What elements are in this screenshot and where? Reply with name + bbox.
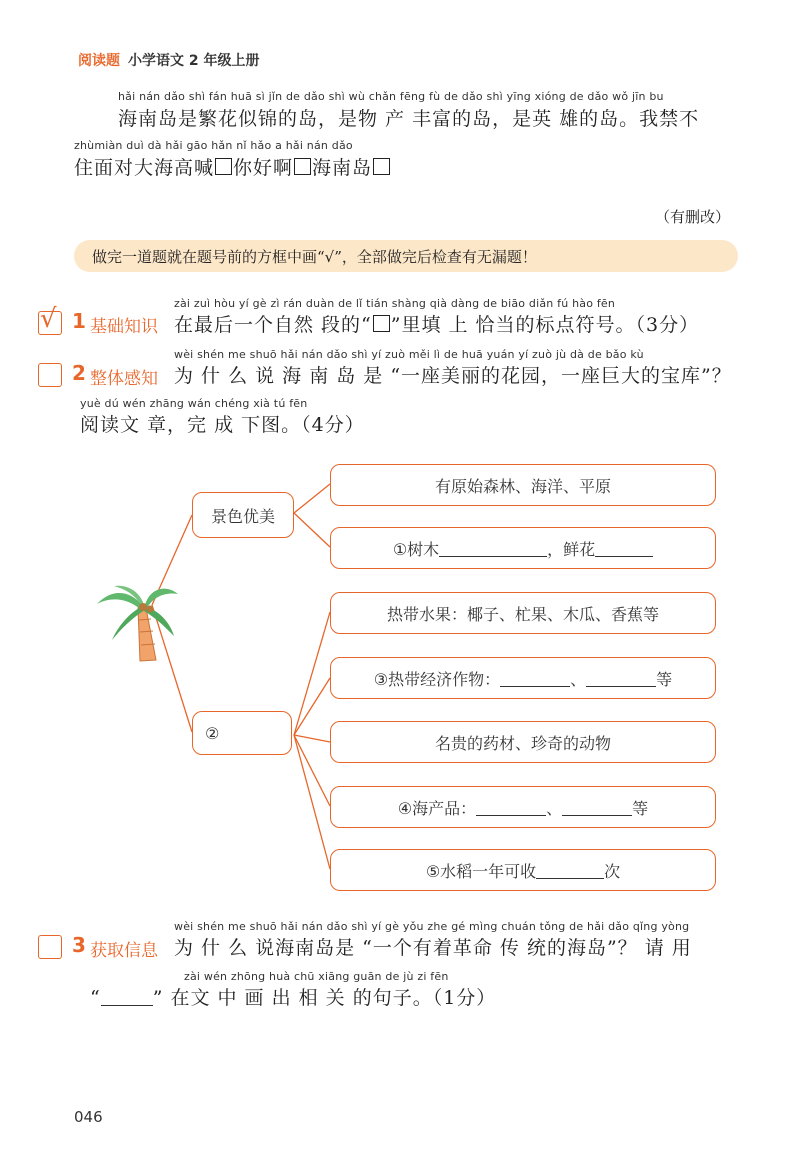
q3-number: 3 [72,933,86,957]
answer-blank[interactable] [500,670,570,687]
header-title: 小学语文 2 年级上册 [128,53,260,69]
item-forest-ocean-plain [330,464,716,506]
connector-line [294,735,330,806]
item-trees-flowers [330,527,716,569]
item-cash-crops [330,657,716,699]
q3-pinyin-2: zài wén zhōng huà chū xiāng guān de jù zi fēn [184,970,449,983]
underline-sample [101,989,153,1006]
connector-line [294,735,330,742]
item-2-text-a: ①树木 [392,539,440,559]
q2-text: 为 什 么 说 海 南 岛 是 “一座美丽的花园，一座巨大的宝库”？ [174,365,732,387]
answer-blank[interactable] [562,799,632,816]
q3-text-2-rest: ” 在文 中 画 出 相 关 的句子。（1分） [152,987,497,1009]
connector-line [294,484,330,513]
q3-text-2-open-quote: “ [90,987,101,1009]
item-2-text-b: ，鲜花 [547,539,596,559]
q3-pinyin: wèi shén me shuō hǎi nán dǎo shì yí gè yǒu zhe gé mìng chuán tǒng de hǎi dǎo qǐng yòng [174,920,690,933]
connector-line [294,513,330,547]
item-6-text-a: ④海产品： [397,798,477,818]
source-note: （有删改） [655,208,731,226]
item-5-text: 名贵的药材、珍奇的动物 [434,733,611,753]
answer-blank[interactable] [586,670,656,687]
q1-number: 1 [72,309,86,333]
passage-line-1: 海南岛是繁花似锦的岛，是物 产 丰富的岛，是英 雄的岛。我禁不 [118,108,700,130]
item-medicine-animals [330,721,716,763]
q2-pinyin: wèi shén me shuō hǎi nán dǎo shì yí zuò měi lì de huā yuán yí zuò jù dà de bǎo kù [174,348,644,361]
item-3-text: 热带水果：椰子、杧果、木瓜、香蕉等 [386,604,659,624]
item-seafood [330,786,716,828]
item-rice-harvest [330,849,716,891]
passage-line-2-part-3: 海南岛 [312,157,373,179]
item-6-text-b: 、 [546,798,563,818]
passage-line-2-part-2: 你好啊 [233,157,294,179]
q2-tag: 整体感知 [90,369,158,389]
answer-blank[interactable] [595,540,653,557]
connector-line [294,612,330,735]
answer-blank[interactable] [476,799,546,816]
q2-pinyin-2: yuè dú wén zhāng wán chéng xià tú fēn [80,397,308,410]
q1-tag: 基础知识 [90,317,158,337]
q1-text-part-2: ”里填 上 恰当的标点符号。（3分） [390,314,700,336]
q2-number: 2 [72,361,86,385]
q3-text-2 [90,983,496,1010]
node-scenery-label: 景色优美 [210,506,275,526]
item-4-text-b: 、 [570,669,587,689]
item-tropical-fruits [330,592,716,634]
node-answer-2-label: ② [205,723,220,743]
connector-line [294,735,330,869]
q3-text: 为 什 么 说海南岛是 “一个有着革命 传 统的海岛”？ 请 用 [174,937,692,959]
node-scenery [192,492,294,538]
connector-line [152,605,192,732]
item-4-text-a: ③热带经济作物： [373,669,501,689]
instruction-banner-text: 做完一道题就在题号前的方框中画“√”，全部做完后检查有无漏题！ [92,248,537,266]
passage-pinyin-2: zhùmiàn duì dà hǎi gāo hǎn nǐ hǎo a hǎi nán dǎo [74,139,353,152]
item-6-text-c: 等 [632,798,649,818]
q2-text-2: 阅读文 章，完 成 下图。（4分） [80,414,365,436]
item-7-text-b: 次 [604,861,621,881]
q3-checkbox[interactable] [38,935,62,959]
passage-pinyin-1: hǎi nán dǎo shì fán huā sì jǐn de dǎo shì wù chǎn fēng fù de dǎo shì yīng xióng de dǎo wǒ jīn bu [118,90,664,103]
passage-line-2-part-1: 住面对大海高喊 [74,157,215,179]
answer-blank[interactable] [536,862,604,879]
item-7-text-a: ⑤水稻一年可收 [425,861,537,881]
connector-line [294,678,330,735]
node-answer-2[interactable] [192,711,292,755]
item-1-text: 有原始森林、海洋、平原 [434,476,611,496]
item-4-text-c: 等 [656,669,673,689]
q1-pinyin: zài zuì hòu yí gè zì rán duàn de lǐ tián shàng qià dàng de biāo diǎn fú hào fēn [174,297,616,310]
q1-text-part-1: 在最后一个自然 段的“ [174,314,372,336]
header-tag: 阅读题 [78,53,120,69]
checkmark-icon: √ [40,304,57,334]
q3-tag: 获取信息 [90,941,158,961]
page-number: 046 [74,1108,103,1126]
answer-blank[interactable] [439,540,547,557]
